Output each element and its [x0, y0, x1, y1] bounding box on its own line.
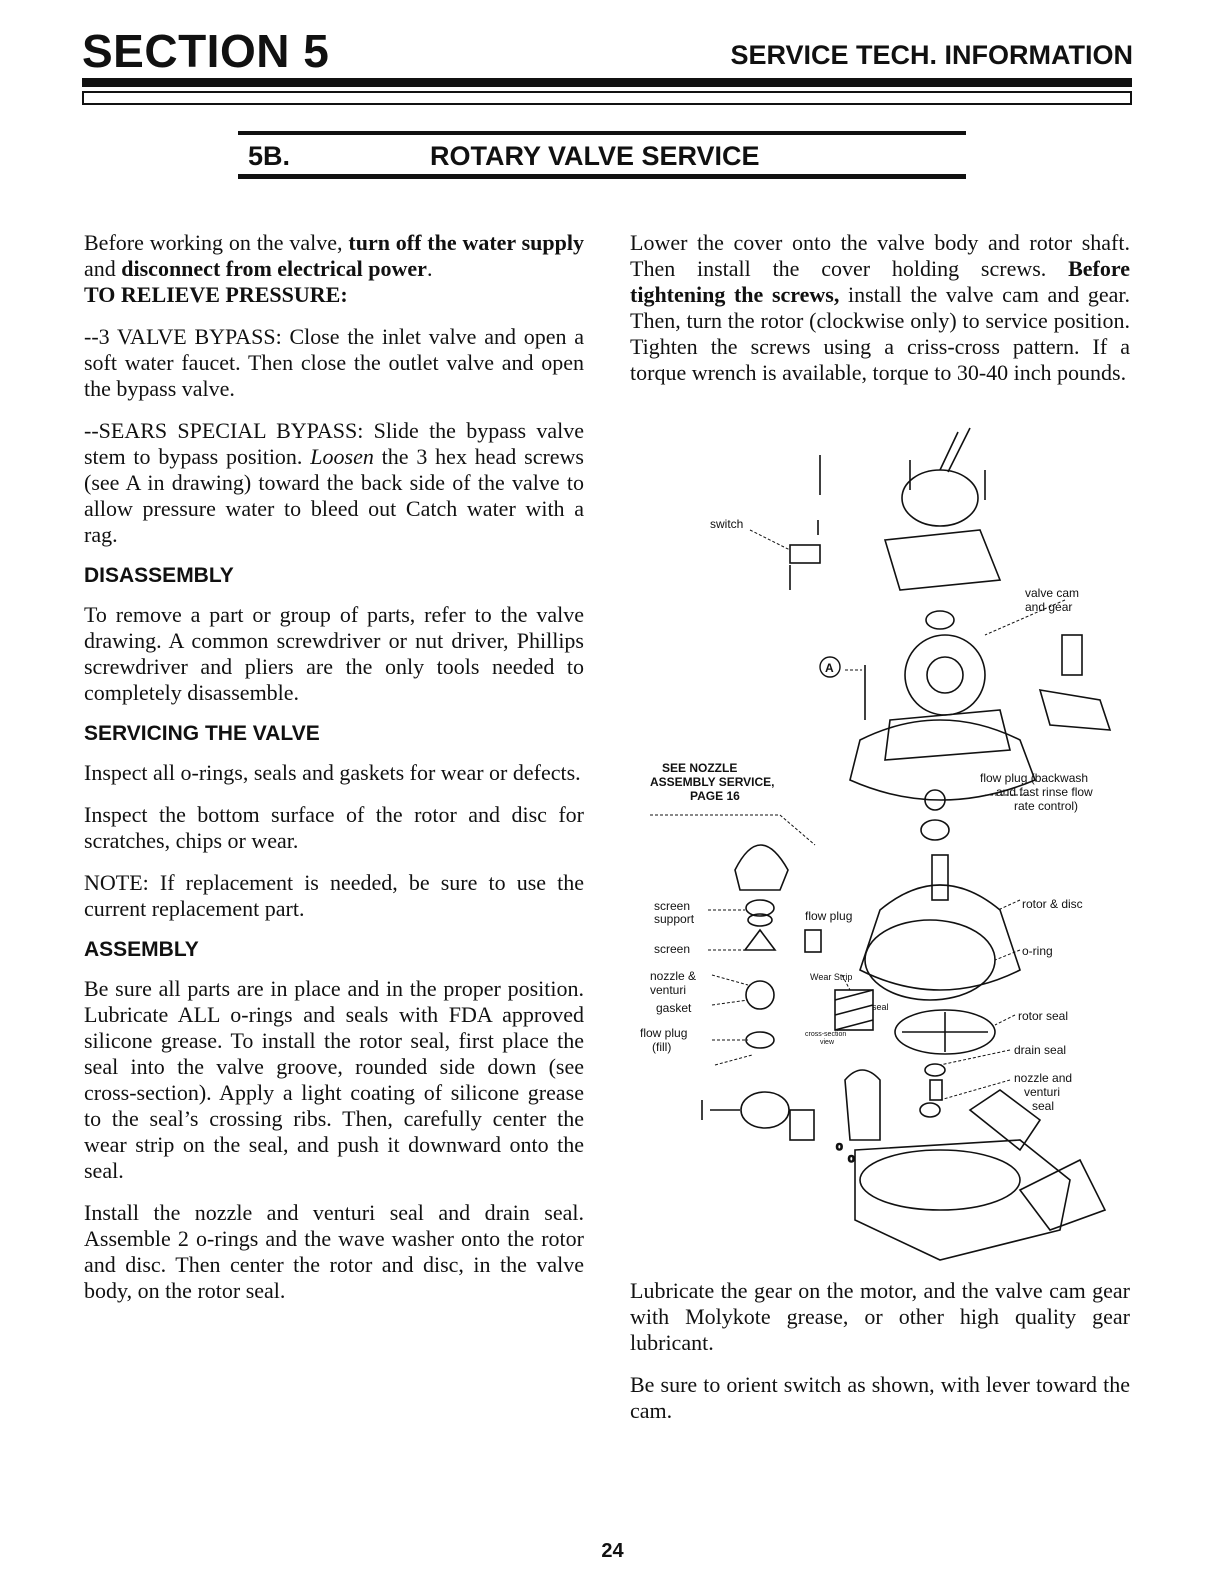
motor-wires: [940, 428, 970, 472]
subsection-title: ROTARY VALVE SERVICE: [430, 141, 760, 171]
disassembly-heading: DISASSEMBLY: [84, 564, 234, 587]
header-rule-thick: [82, 78, 1132, 87]
label-drain-seal: drain seal: [1014, 1043, 1067, 1057]
assembly-paragraph: Be sure all parts are in place and in the proper position. Lubricate ALL o-rings and seals with FDA approved silicone grease. To install the rotor seal, first place the seal into the valve groove, rounded side down (see cross-section). Apply a light coating of silicone grease to the seal’s crossing ribs. Then, carefully center the wear strip on the seal, and push it downward onto the seal.: [84, 976, 584, 1183]
label-seal-small: seal: [872, 1002, 889, 1012]
switch-shape: [790, 545, 820, 563]
label-screen-support-1: screen: [654, 899, 691, 913]
svg-text:o: o: [836, 1139, 843, 1153]
intro-period: .: [426, 256, 433, 281]
page-number: 24: [601, 1540, 624, 1562]
gear-shape: [905, 635, 985, 715]
small-oring-2: [921, 820, 949, 840]
label-and-gear: and gear: [1025, 600, 1073, 614]
label-flow-plug: flow plug: [805, 909, 853, 923]
right-column-bottom: [630, 1278, 1130, 1440]
label-rotor-seal: rotor seal: [1018, 1009, 1069, 1023]
label-nozzle-1: nozzle &: [650, 969, 697, 983]
subsection-rule-bottom: [238, 174, 966, 179]
install-paragraph: Install the nozzle and venturi seal and drain seal. Assemble 2 o-rings and the wave washer onto the rotor and disc. Then center the rotor and disc, in the valve body, on the rotor seal.: [84, 1200, 584, 1303]
label-flow-plug-backwash-3: rate control): [1014, 799, 1079, 813]
label-see-nozzle-2: ASSEMBLY SERVICE,: [650, 775, 775, 789]
label-flow-plug-backwash-2: and fast rinse flow: [996, 785, 1093, 799]
label-nozzle-2: venturi: [650, 983, 687, 997]
header-right-title: SERVICE TECH. INFORMATION: [730, 40, 1133, 70]
sears-loosen: Loosen: [310, 444, 374, 469]
note-paragraph: NOTE: If replacement is needed, be sure to use the current replacement part.: [84, 870, 584, 921]
disassembly-paragraph: To remove a part or group of parts, refer to the valve drawing. A common screwdriver or nut driver, Phillips screwdriver and pliers are the only tools needed to completely disassemble.: [84, 602, 584, 705]
assembly-heading: ASSEMBLY: [84, 938, 199, 961]
flow-plug-shape: [805, 930, 821, 952]
nozzle-cap: [735, 845, 788, 890]
flow-plug-fill-shape: [746, 1032, 774, 1048]
marker-a-label: A: [825, 661, 834, 675]
header-rule-box: [82, 91, 1132, 105]
cover-paragraph: [630, 230, 1130, 386]
intro-text: Before working on the valve,: [84, 230, 349, 255]
label-gasket: gasket: [656, 1001, 692, 1015]
label-switch: switch: [710, 517, 744, 531]
inspect-rotor-paragraph: Inspect the bottom surface of the rotor and disc for scratches, chips or wear.: [84, 802, 584, 853]
left-column: [84, 230, 584, 1320]
label-wear-strip: Wear Strip: [810, 972, 853, 982]
label-screen-support-2: support: [654, 912, 695, 926]
label-see-nozzle-3: PAGE 16: [690, 789, 740, 803]
intro-bold-power: disconnect from electrical power: [121, 256, 427, 281]
label-rotor-disc: rotor & disc: [1022, 897, 1083, 911]
label-o-ring: o-ring: [1022, 944, 1053, 958]
lubricate-paragraph: Lubricate the gear on the motor, and the valve cam gear with Molykote grease, or other high quality gear lubricant.: [630, 1278, 1130, 1355]
fitting-bracket: [1062, 635, 1082, 675]
subsection-rule-top: [238, 131, 966, 135]
label-screen: screen: [654, 942, 691, 956]
cover-text-rest: install the valve cam and gear. Then, turn the rotor (clockwise only) to service position. Tighten the screws using a criss-cross pattern. If a torque wrench is available, torque to 30-40 inch pounds.: [630, 282, 1130, 385]
bypass-clip: [845, 1070, 880, 1140]
svg-text:o: o: [848, 1151, 855, 1165]
label-nozzle-venturi-2: venturi: [1024, 1085, 1061, 1099]
o-ring-shape: [865, 920, 995, 1000]
relieve-pressure-heading: TO RELIEVE PRESSURE:: [84, 282, 348, 307]
intro-text-and: and: [84, 256, 122, 281]
cover-text: Lower the cover onto the valve body and rotor shaft. Then install the cover holding screws.: [630, 230, 1130, 281]
label-flow-plug-fill-2: (fill): [652, 1040, 672, 1054]
motor-shape: [902, 470, 978, 526]
cam-shape: [926, 611, 954, 629]
screen-shape: [745, 930, 775, 950]
switch-orient-paragraph: Be sure to orient switch as shown, with lever toward the cam.: [630, 1372, 1130, 1423]
venturi-shape: [741, 1092, 789, 1128]
intro-paragraph: [84, 230, 584, 308]
bypass3-paragraph: --3 VALVE BYPASS: Close the inlet valve and open a soft water faucet. Then close the outlet valve and open the bypass valve.: [84, 324, 584, 401]
gasket-shape: [746, 981, 774, 1009]
label-see-nozzle-1: SEE NOZZLE: [662, 761, 738, 775]
label-cross-section-2: view: [820, 1039, 835, 1046]
cover-bold: Before tightening the screws,: [630, 256, 1130, 307]
intro-bold-water: turn off the water supply: [348, 230, 585, 255]
cover-plate: [885, 530, 1000, 590]
label-cross-section-1: cross-section: [805, 1031, 847, 1038]
sears-text: --SEARS SPECIAL BYPASS: Slide the bypass valve stem to bypass position.: [84, 418, 584, 469]
label-valve-cam: valve cam: [1025, 586, 1080, 600]
right-column-top: [630, 230, 1130, 402]
drain-seal-shape: [925, 1064, 945, 1076]
label-nozzle-venturi-3: seal: [1032, 1099, 1055, 1113]
label-flow-plug-fill-1: flow plug: [640, 1026, 688, 1040]
venturi-plug: [702, 1100, 740, 1120]
subsection-id: 5B.: [248, 141, 291, 171]
flow-plug-fitting: [1040, 690, 1110, 730]
inspect-seals-paragraph: Inspect all o-rings, seals and gaskets for wear or defects.: [84, 760, 581, 785]
section-title: SECTION 5: [82, 25, 330, 77]
rotary-valve-exploded-diagram: [640, 420, 1130, 1270]
label-nozzle-venturi-1: nozzle and: [1014, 1071, 1073, 1085]
sears-text-rest: the 3 hex head screws (see A in drawing) toward the back side of the valve to allow pressure water to bleed out Catch water with a rag.: [84, 444, 584, 547]
sears-paragraph: [84, 418, 584, 548]
label-flow-plug-backwash-1: flow plug (backwash: [980, 771, 1089, 785]
servicing-heading: SERVICING THE VALVE: [84, 722, 320, 745]
